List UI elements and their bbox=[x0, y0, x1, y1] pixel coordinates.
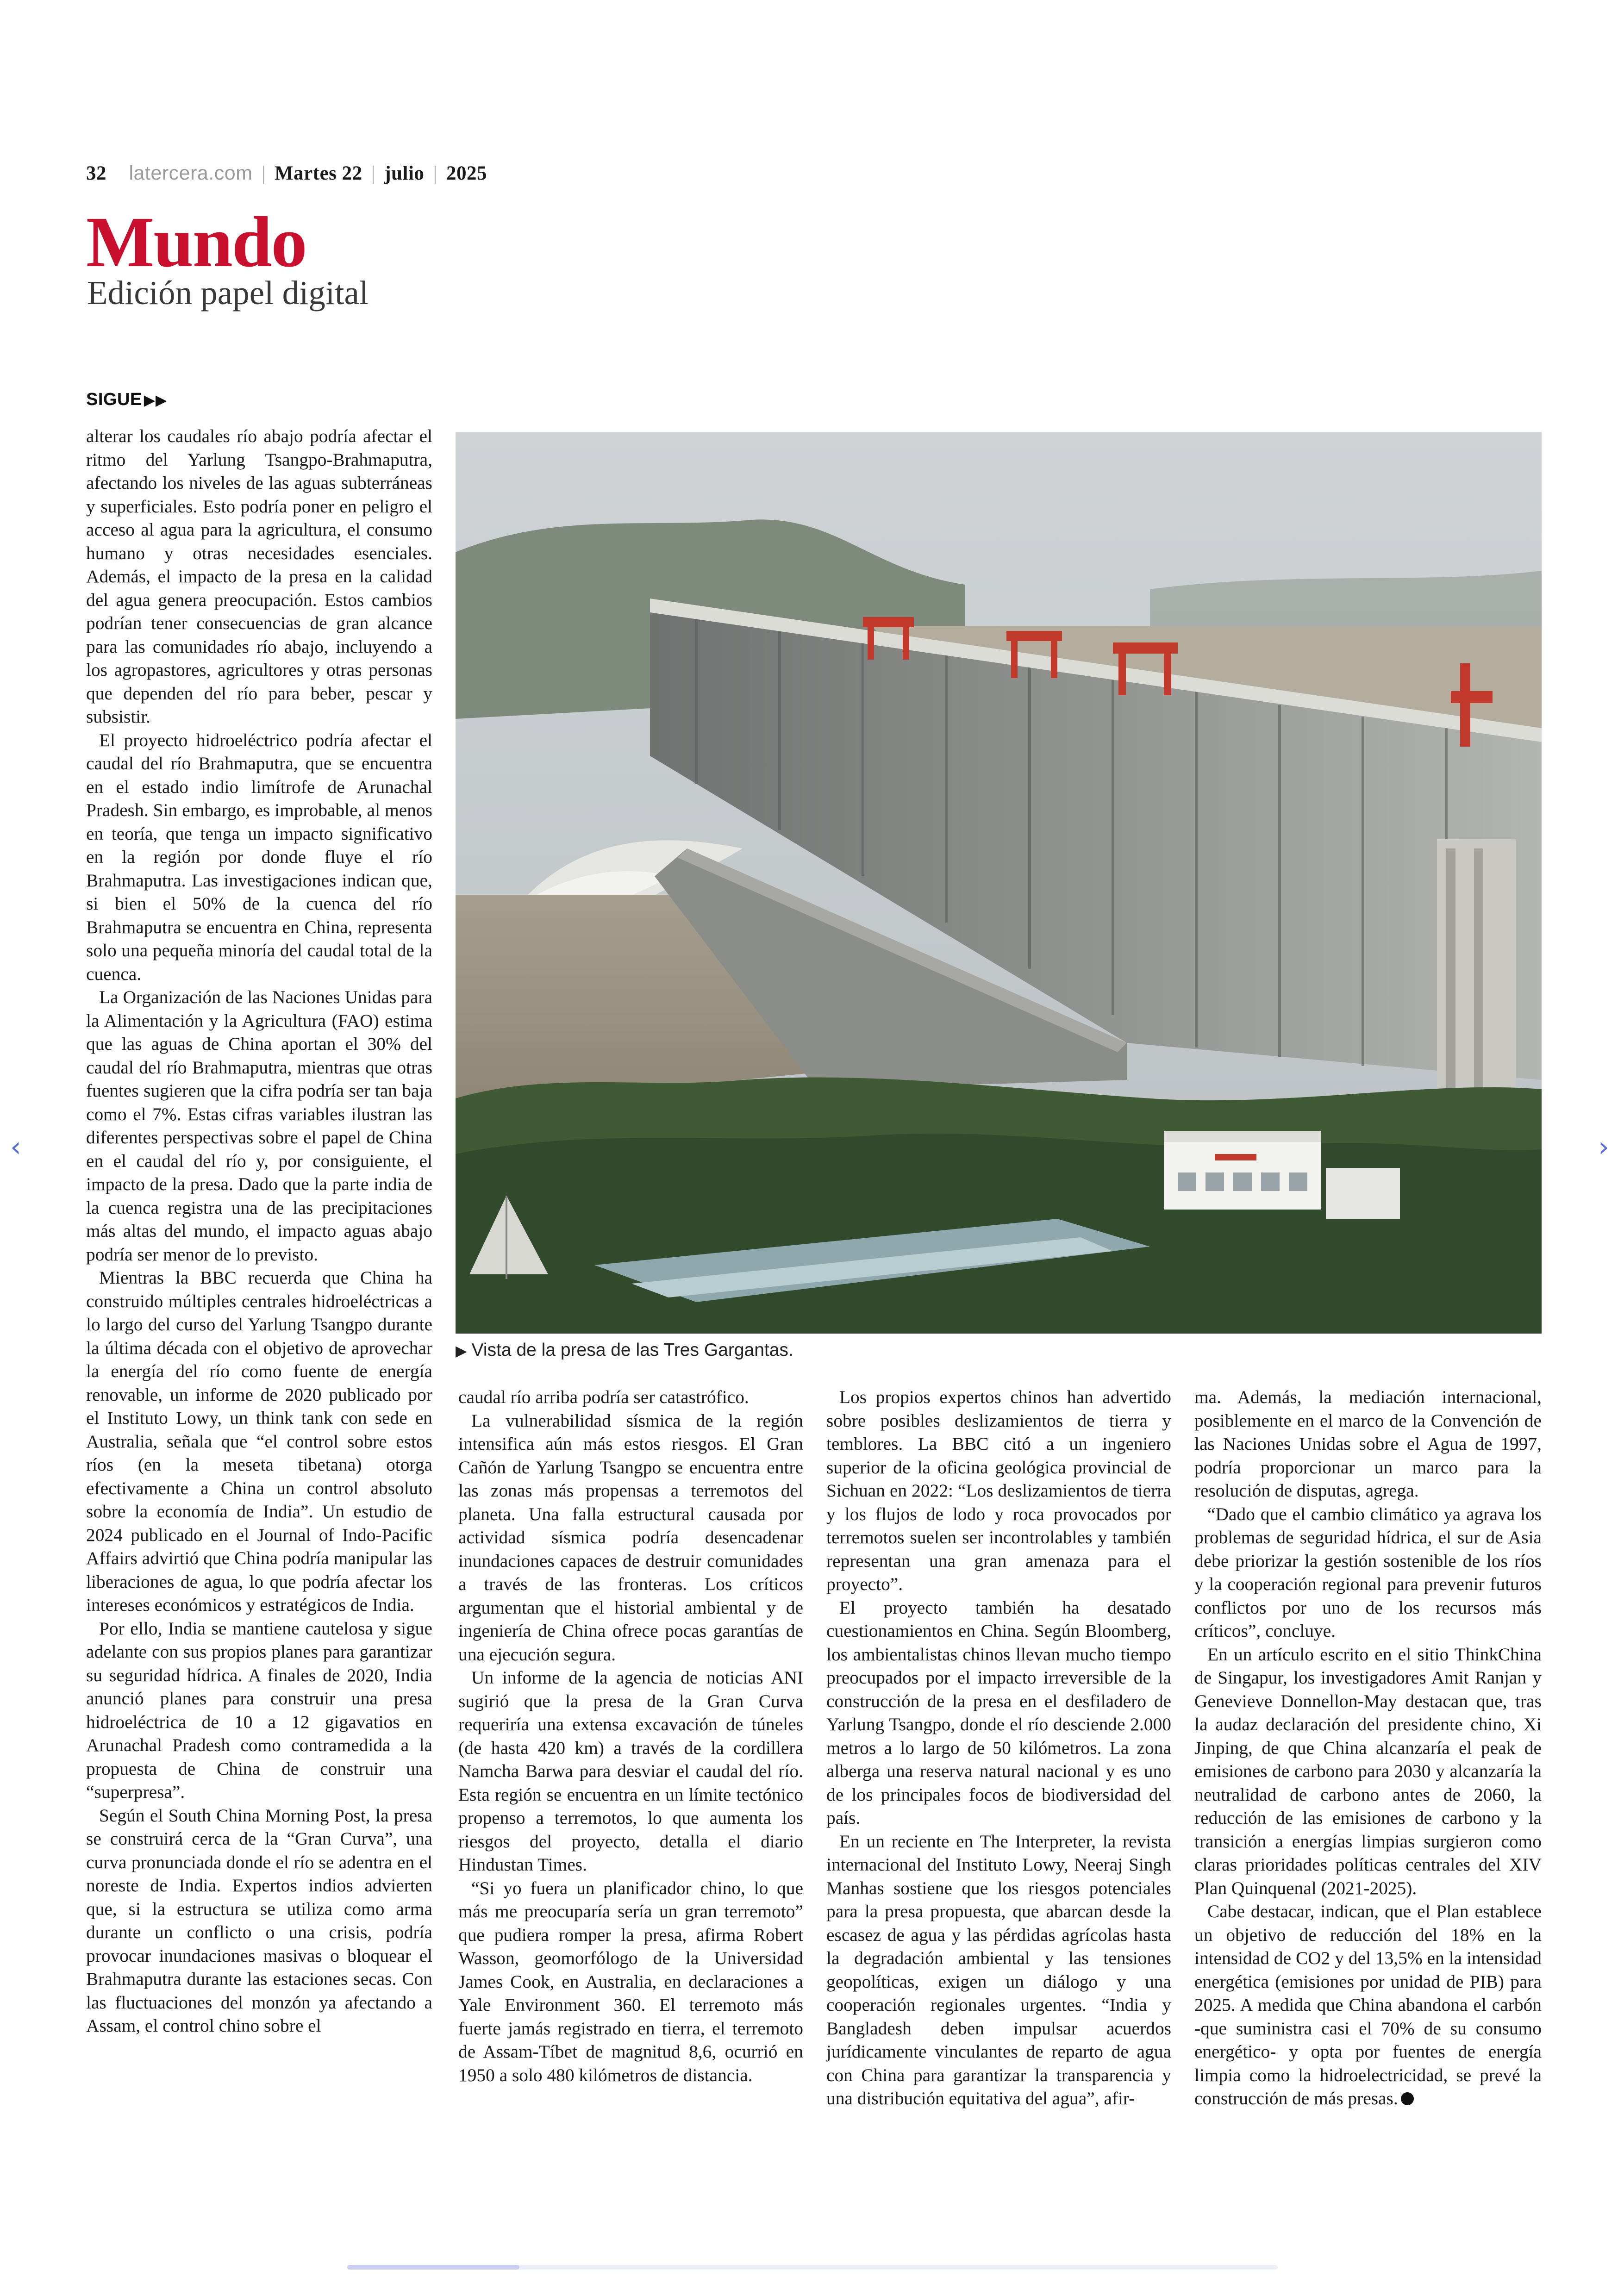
double-arrow-icon: ▶▶ bbox=[144, 392, 167, 408]
caption-text: Vista de la presa de las Tres Gargantas. bbox=[471, 1340, 793, 1360]
page-number: 32 bbox=[86, 162, 106, 184]
page-header: 32 latercera.com | Martes 22 | julio | 2025 bbox=[86, 162, 487, 184]
paragraph: Por ello, India se mantiene cautelosa y sigue adelante con sus propios planes para garantizar su seguridad hídrica. A finales de 2020, India anunció planes para construir una presa hidroeléctrica de 10 a 12 gigavatios en Arunachal Pradesh como contramedida a la propuesta de China de construir una “superpresa”. bbox=[86, 1618, 432, 1802]
section-title: Mundo bbox=[86, 202, 306, 282]
section-subtitle: Edición papel digital bbox=[87, 274, 369, 312]
article-column-1 bbox=[86, 424, 432, 2038]
date-year: 2025 bbox=[446, 162, 487, 184]
paragraph: El proyecto hidroeléctrico podría afectar el caudal del río Brahmaputra, que se encuentra en el estado indio limítrofe de Arunachal Pradesh. Sin embargo, es improbable, al menos en teoría, que tenga un impacto significativo en la región por donde fluye el río Brahmaputra. Las investigaciones indican que, si bien el 50% de la cuenca del río Brahmaputra se encuentra en China, representa solo una pequeña minoría del caudal total de la cuenca. bbox=[86, 730, 432, 984]
reading-progress-fill bbox=[347, 2265, 519, 2270]
paragraph: Un informe de la agencia de noticias ANI sugirió que la presa de la Gran Curva requeriría una extensa excavación de túneles (de hasta 420 km) a través de la cordillera Namcha Barwa para desviar el caudal del río. Esta región se encuentra en un límite tectónico propenso a terremotos, lo que aumenta los riesgos del proyecto, detalla el diario Hindustan Times. bbox=[458, 1667, 803, 1875]
paragraph: “Dado que el cambio climático ya agrava los problemas de seguridad hídrica, el sur de Asia debe priorizar la gestión sostenible de los ríos y la cooperación regional para prevenir futuros conflictos por uno de los recursos más críticos”, concluye. bbox=[1194, 1503, 1542, 1641]
paragraph: La vulnerabilidad sísmica de la región intensifica aún más estos riesgos. El Gran Cañón de Yarlung Tsangpo se encuentra entre las zonas más propensas a terremotos del planeta. Una falla estructural causada por actividad sísmica podría desencadenar inundaciones capaces de destruir comunidades a través de las fronteras. Los críticos argumentan que el historial ambiental y de ingeniería de China ofrece pocas garantías de una ejecución segura. bbox=[458, 1410, 803, 1665]
paragraph: La Organización de las Naciones Unidas para la Alimentación y la Agricultura (FAO) estima que las aguas de China aportan el 30% del caudal del río Brahmaputra, mientras que otras fuentes sugieren que la cifra podría ser tan baja como el 7%. Estas cifras variables ilustran las diferentes perspectivas sobre el papel de China en el caudal del río y, por consiguiente, el impacto de la presa. Dado que la parte india de la cuenca registra una de las precipitaciones más altas del mundo, el impacto aguas abajo podría ser menor de lo previsto. bbox=[86, 987, 432, 1265]
article-column-3 bbox=[826, 1385, 1171, 2110]
paragraph-text: Cabe destacar, indican, que el Plan establece un objetivo de reducción del 18% en la intensidad de CO2 y del 13,5% en la intensidad energética (emisiones por unidad de PIB) para 2025. A medida que China abandona el carbón -que suministra casi el 70% de su consumo energético- y opta por fuentes de energía limpia como la hidroelectricidad, se prevé la construcción de más presas. bbox=[1194, 1901, 1542, 2108]
paragraph bbox=[1194, 1900, 1542, 2110]
caption-arrow-icon: ▶ bbox=[456, 1342, 467, 1359]
reading-progress-bar[interactable] bbox=[347, 2265, 1278, 2270]
site-name: latercera.com bbox=[129, 162, 253, 184]
paragraph: En un reciente en The Interpreter, la revista internacional del Instituto Lowy, Neeraj Singh Manhas sostiene que los riesgos potenciales para la presa propuesta, que abarcan desde la escasez de agua y las pérdidas agrícolas hasta la degradación ambiental y las tensiones geopolíticas, exigen un diálogo y una cooperación regionales urgentes. “India y Bangladesh deben impulsar acuerdos jurídicamente vinculantes de reparto de agua con China para garantizar la transparencia y una distribución equitativa del agua”, afir- bbox=[826, 1831, 1171, 2108]
paragraph: El proyecto también ha desatado cuestionamientos en China. Según Bloomberg, los ambientalistas chinos llevan mucho tiempo preocupados por el impacto irreversible de la construcción de la presa en el desfiladero de Yarlung Tsangpo, donde el río desciende 2.000 metros a lo largo de 50 kilómetros. La zona alberga una reserva natural nacional y es uno de los principales focos de biodiversidad del país. bbox=[826, 1597, 1171, 1828]
chevron-right-icon[interactable]: › bbox=[1598, 1131, 1609, 1163]
end-of-article-icon bbox=[1401, 2092, 1414, 2105]
article-column-2 bbox=[458, 1385, 803, 2087]
article-column-4 bbox=[1194, 1385, 1542, 2110]
paragraph: ma. Además, la mediación internacional, posiblemente en el marco de la Convención de las Naciones Unidas sobre el Agua de 1997, podría proporcionar un marco para la resolución de disputas, agrega. bbox=[1194, 1387, 1542, 1501]
continuation-label bbox=[86, 390, 167, 410]
dam-photo bbox=[456, 432, 1542, 1334]
paragraph: caudal río arriba podría ser catastrófico. bbox=[458, 1387, 749, 1407]
paragraph: En un artículo escrito en el sitio ThinkChina de Singapur, los investigadores Amit Ranjan y Genevieve Donnellon-May destacan que, tras la audaz declaración del presidente chino, Xi Jinping, de que China alcanzaría el peak de emisiones de carbono para 2030 y alcanzaría la neutralidad de carbono antes de 2060, la reducción de las emisiones de carbono y la transición a energías limpias surgieron como claras prioridades políticas centrales del XIV Plan Quinquenal (2021-2025). bbox=[1194, 1644, 1542, 1898]
paragraph: Mientras la BBC recuerda que China ha construido múltiples centrales hidroeléctricas a lo largo del curso del Yarlung Tsangpo durante la última década con el objetivo de aprovechar la energía del río como fuente de energía renovable, un informe de 2020 publicado por el Instituto Lowy, un think tank con sede en Australia, señala que “el control sobre estos ríos (en la meseta tibetana) otorga efectivamente a China un control absoluto sobre la economía de India”. Un estudio de 2024 publicado en el Journal of Indo-Pacific Affairs advirtió que China podría manipular las liberaciones de agua, lo que podría afectar los intereses económicos y estratégicos de India. bbox=[86, 1267, 432, 1615]
paragraph: Los propios expertos chinos han advertido sobre posibles deslizamientos de tierra y temblores. La BBC citó a un ingeniero superior de la oficina geológica provincial de Sichuan en 2022: “Los deslizamientos de tierra y los flujos de lodo y roca provocados por terremotos suelen ser incontrolables y también representan una gran amenaza para el proyecto”. bbox=[826, 1387, 1171, 1594]
photo-caption bbox=[456, 1340, 793, 1360]
date-weekday-day: Martes 22 bbox=[275, 162, 362, 184]
paragraph: “Si yo fuera un planificador chino, lo que más me preocuparía sería un gran terremoto” que pudiera romper la presa, afirma Robert Wasson, geomorfólogo de la Universidad James Cook, en Australia, en declaraciones a Yale Environment 360. El terremoto más fuerte jamás registrado en tierra, el terremoto de Assam-Tíbet de magnitud 8,6, ocurrió en 1950 a solo 480 kilómetros de distancia. bbox=[458, 1877, 803, 2085]
paragraph: Según el South China Morning Post, la presa se construirá cerca de la “Gran Curva”, una curva pronunciada donde el río se adentra en el noreste de India. Expertos indios advierten que, si la estructura se utiliza como arma durante un conflicto o una crisis, podría provocar inundaciones masivas o bloquear el Brahmaputra durante las estaciones secas. Con las fluctuaciones del monzón ya afectando a Assam, el control chino sobre el bbox=[86, 1805, 432, 2036]
continuation-text: SIGUE bbox=[86, 390, 142, 409]
chevron-left-icon[interactable]: ‹ bbox=[10, 1131, 21, 1163]
paragraph: alterar los caudales río abajo podría afectar el ritmo del Yarlung Tsangpo-Brahmaputra, afectando los niveles de las aguas subterráneas y superficiales. Esto podría poner en peligro el acceso al agua para la agricultura, el consumo humano y otras necesidades esenciales. Además, el impacto de la presa en la calidad del agua genera preocupación. Estos cambios podrían tener consecuencias de gran alcance para las comunidades río abajo, incluyendo a los agropastores, agricultores y otras personas que dependen del río para beber, pescar y subsistir. bbox=[86, 426, 432, 727]
date-month: julio bbox=[384, 162, 425, 184]
